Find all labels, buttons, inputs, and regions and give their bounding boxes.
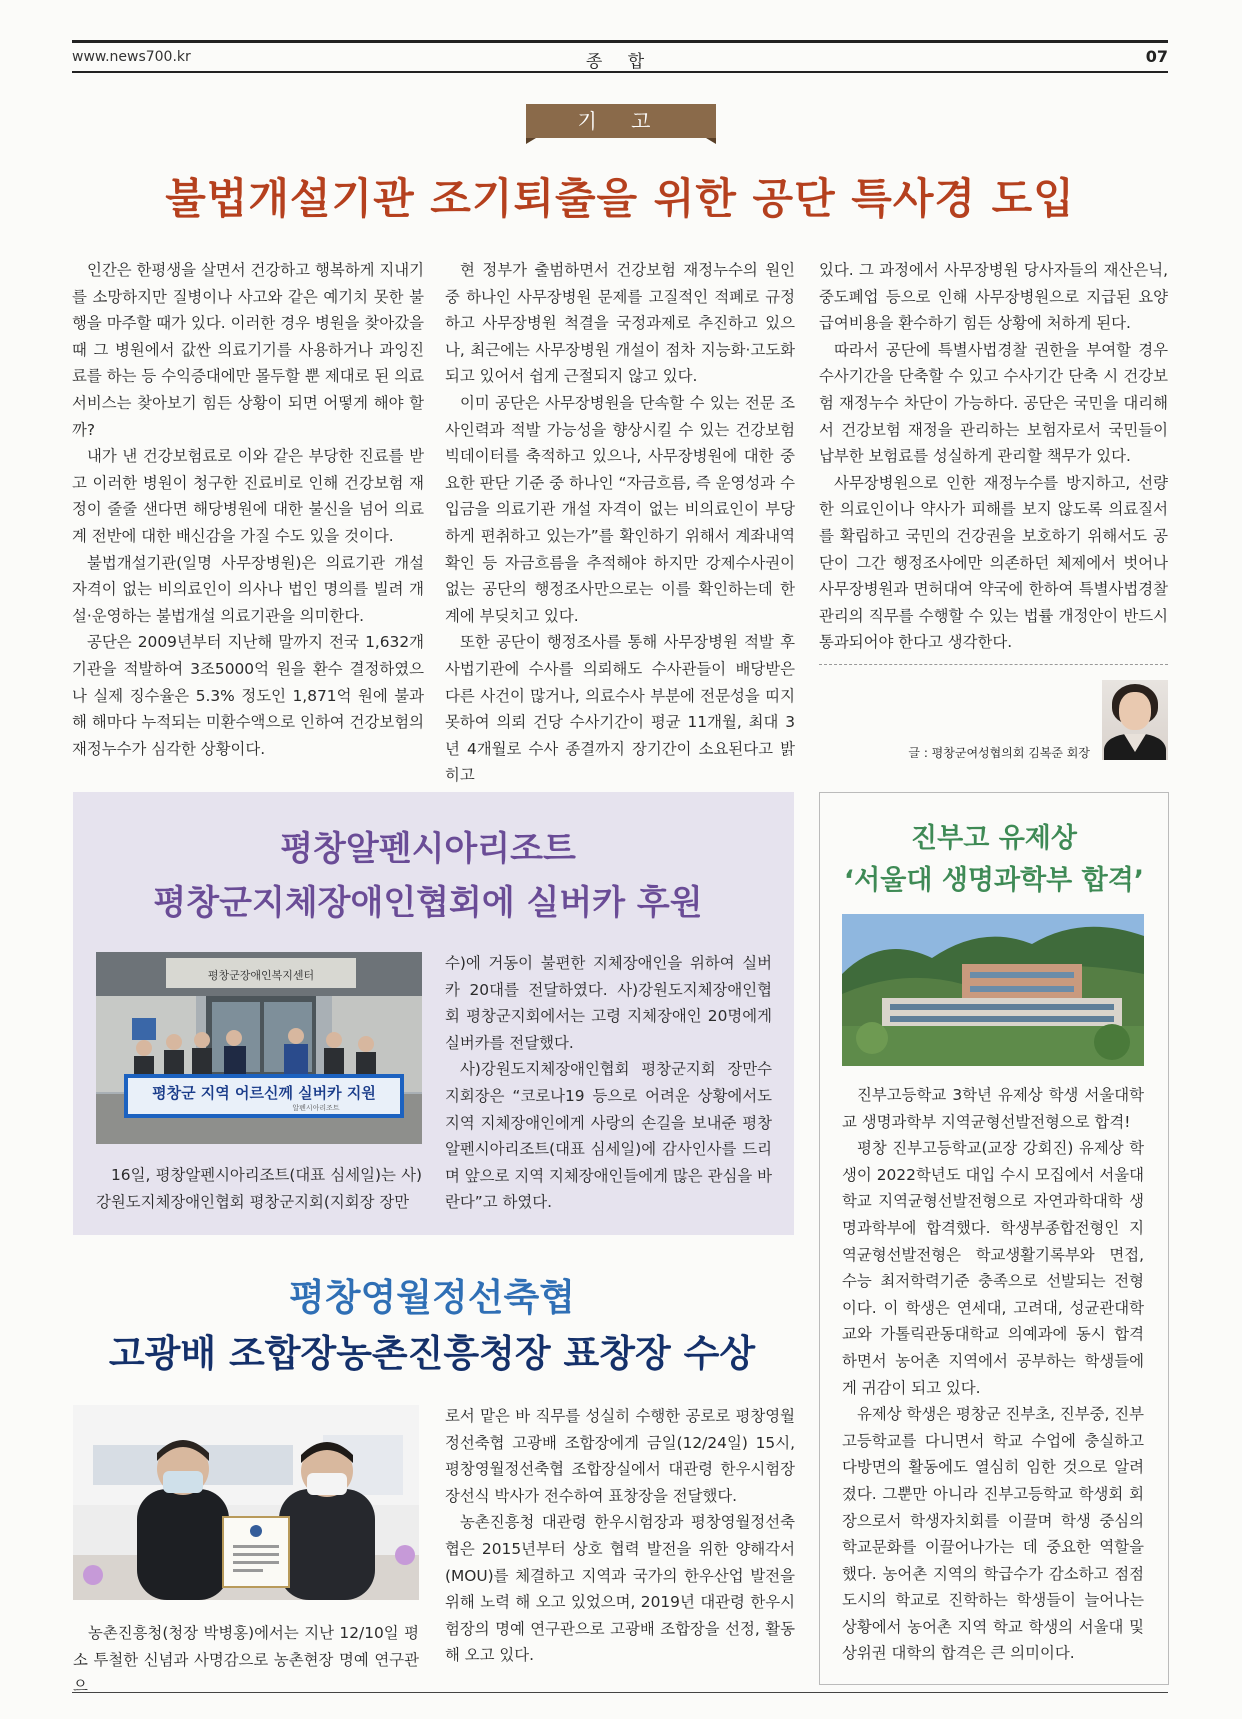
opinion-column-1 (72, 257, 424, 762)
paragraph: 내가 낸 건강보험료로 이와 같은 부당한 진료를 받고 이러한 병원이 청구한 진료비로 인해 건강보험 재정이 줄줄 샌다면 해당병원에 대한 불신을 넘어 의료계 전반에 대한 배신감을 가질 수도 있을 것이다. (72, 447, 424, 545)
section-name: 종 합 (585, 52, 655, 72)
article-title-chukhyup (72, 1270, 792, 1382)
photo-jinbu-school (842, 914, 1144, 1066)
paragraph: 농촌진흥청 대관령 한우시험장과 평창영월정선축협은 2015년부터 상호 협력 발전을 위한 양해각서(MOU)를 체결하고 지역과 국가의 한우산업 발전을 위해 노력 해 오고 있었으며, 2019년 대관령 한우시험장의 명예 연구관으로 고광배 조합장을 선정, 활동해 오고 있다. (445, 1513, 795, 1665)
paragraph: 사)강원도지체장애인협회 평창군지회 장만수 지회장은 “코로나19 등으로 어려운 상황에서도 지역 지체장애인에게 사랑의 손길을 보내준 평창알펜시아리조트(대표 심세일)에 감사인사를 드리며 앞으로 지역 지체장애인들에게 많은 관심을 바란다”고 하였다. (445, 1060, 772, 1212)
author-byline: 글 : 평창군여성협의회 김복준 회장 (908, 746, 1090, 760)
opinion-title: 불법개설기관 조기퇴출을 위한 공단 특사경 도입 (165, 174, 1075, 223)
bottom-divider (72, 1692, 1168, 1693)
title-line: 평창영월정선축협 (289, 1276, 575, 1319)
opinion-column-2 (445, 257, 795, 789)
paragraph: 인간은 한평생을 살면서 건강하고 행복하게 지내기를 소망하지만 질병이나 사고와 같은 예기치 못한 불행을 마주할 때가 있다. 이러한 경우 병원을 찾아갔을 때 그 병원에서 값싼 의료기기를 사용하거나 과잉진료를 하는 등 수익증대에만 몰두할 뿐 제대로 된 의료서비스는 찾아보기 힘든 상황이 되면 어떻게 해야 할까? (72, 261, 424, 439)
title-line: 진부고 유제상 (911, 823, 1077, 854)
paragraph: 로서 맡은 바 직무를 성실히 수행한 공로로 평창영월정선축협 고광배 조합장에게 금일(12/24일) 15시, 평창영월정선축협 조합장실에서 대관령 한우시험장 장선식 박사가 전수하여 표창장을 전달했다. (445, 1407, 795, 1505)
photo-sign-text: 평창군장애인복지센터 (207, 969, 315, 982)
article-body-alpensia (445, 950, 772, 1216)
paragraph: 불법개설기관(일명 사무장병원)은 의료기관 개설자격이 없는 비의료인이 의사나 법인 명의를 빌려 개설·운영하는 불법개설 의료기관을 의미한다. (72, 553, 424, 625)
article-body-jinbu (842, 1082, 1144, 1667)
category-tag: 기 고 (526, 104, 716, 138)
caption: 농촌진흥청(청장 박병홍)에서는 지난 12/10일 평소 투철한 신념과 사명감으로 농촌현장 명예 연구관으 (73, 1624, 419, 1696)
photo-silvercar-donation (96, 952, 422, 1144)
opinion-column-3 (819, 257, 1168, 656)
paragraph: 수)에 거동이 불편한 지체장애인을 위하여 실버카 20대를 전달하였다. 사)강원도지체장애인협회 평창군지회에서는 고령 지체장애인 20명에게 실버카를 전달했다. (445, 954, 772, 1052)
photo-caption-chukhyup (73, 1620, 419, 1700)
divider (819, 664, 1168, 665)
article-title-alpensia (73, 822, 783, 930)
photo-caption-alpensia (96, 1162, 422, 1215)
photo-banner-text: 평창군 지역 어르신께 실버카 지원 (152, 1084, 376, 1102)
title-line: ‘서울대 생명과학부 합격’ (843, 865, 1145, 896)
page-header (72, 40, 1168, 73)
article-title-jinbu (819, 818, 1169, 902)
paragraph: 이미 공단은 사무장병원을 단속할 수 있는 전문 조사인력과 적발 가능성을 향상시킬 수 있는 건강보험 빅데이터를 축적하고 있으나, 사무장병원에 대한 중요한 판단 기준 중 하나인 “자금흐름, 즉 운영성과 수입금을 의료기관 개설 자격이 없는 비의료인이 부당하게 편취하고 있는가”를 확인하기 위해서 계좌내역 확인 등 자금흐름을 추적해야 하지만 강제수사권이 없는 공단의 행정조사만으로는 이를 확인하는데 한계에 부딪치고 있다. (445, 393, 795, 625)
paragraph: 평창 진부고등학교(교장 강회진) 유제상 학생이 2022학년도 대입 수시 모집에서 서울대학교 지역균형선발전형으로 자연과학대학 생명과학부에 합격했다. 학생부종합전형인 지역균형선발전형은 학교생활기록부와 면접, 수능 최저학력기준 충족으로 선발되는 전형이다. 이 학생은 연세대, 고려대, 성균관대학교와 가톨릭관동대학교 의예과에 동시 합격하면서 농어촌 지역에서 공부하는 학생들에게 귀감이 되고 있다. (842, 1139, 1144, 1397)
caption: 16일, 평창알펜시아리조트(대표 심세일)는 사)강원도지체장애인협회 평창군지회(지회장 장만 (96, 1166, 422, 1211)
photo-award-ceremony (73, 1405, 419, 1600)
paragraph: 있다. 그 과정에서 사무장병원 당사자들의 재산은닉, 중도폐업 등으로 인해 사무장병원으로 지급된 요양급여비용을 환수하기 힘든 상황에 처하게 된다. (819, 261, 1168, 333)
page-number: 07 (1145, 47, 1168, 66)
paragraph: 진부고등학교 3학년 유제상 학생 서울대학교 생명과학부 지역균형선발전형으로 합격! (842, 1086, 1144, 1131)
paragraph: 현 정부가 출범하면서 건강보험 재정누수의 원인 중 하나인 사무장병원 문제를 고질적인 적폐로 규정하고 사무장병원 척결을 국정과제로 추진하고 있으나, 최근에는 사무장병원 개설이 점차 지능화·고도화되고 있어서 쉽게 근절되지 않고 있다. (445, 261, 795, 386)
paragraph: 유제상 학생은 평창군 진부초, 진부중, 진부고등학교를 다니면서 학교 수업에 충실하고 다방면의 활동에도 열심히 임한 것으로 알려졌다. 그뿐만 아니라 진부고등학교 학생회 회장으로서 학생자치회를 이끌며 학생 중심의 학교문화를 이끌어나가는 데 중요한 역할을 했다. 농어촌 지역의 학급수가 감소하고 점점 도시의 학교로 진학하는 학생들이 늘어나는 상황에서 농어촌 지역 학교 학생의 서울대 및 상위권 대학의 합격은 큰 의미이다. (842, 1405, 1144, 1663)
photo-banner-sub: 알펜시아리조트 (292, 1104, 340, 1112)
site-url[interactable]: www.news700.kr (72, 49, 191, 65)
article-body-chukhyup (445, 1403, 795, 1669)
paragraph: 공단은 2009년부터 지난해 말까지 전국 1,632개 기관을 적발하여 3조5000억 원을 환수 결정하였으나 실제 징수율은 5.3% 정도인 1,871억 원에 불과해 해마다 누적되는 미환수액으로 인하여 건강보험의 재정누수가 심각한 상황이다. (72, 633, 424, 758)
title-line: 평창군지체장애인협회에 실버카 후원 (153, 883, 703, 923)
author-portrait (1102, 680, 1168, 760)
title-line: 평창알펜시아리조트 (280, 829, 576, 869)
paragraph: 사무장병원으로 인한 재정누수를 방지하고, 선량한 의료인이나 약사가 피해를 보지 않도록 의료질서를 확립하고 국민의 건강권을 보호하기 위해서도 공단이 그간 행정조사에만 의존하던 체제에서 벗어나 사무장병원과 면허대여 약국에 한하여 특별사법경찰 관리의 직무를 수행할 수 있는 법률 개정안이 반드시 통과되어야 한다고 생각한다. (819, 473, 1168, 652)
paragraph: 따라서 공단에 특별사법경찰 권한을 부여할 경우 수사기간을 단축할 수 있고 수사기간 단축 시 건강보험 재정누수 차단이 가능하다. 공단은 국민을 대리해서 건강보험 재정을 관리하는 보험자로서 국민들이 납부한 보험료를 성실하게 관리할 책무가 있다. (819, 340, 1168, 466)
title-line: 고광배 조합장농촌진흥청장 표창장 수상 (108, 1332, 756, 1375)
paragraph: 또한 공단이 행정조사를 통해 사무장병원 적발 후 사법기관에 수사를 의뢰해도 수사관들이 배당받은 다른 사건이 많거나, 의료수사 부분에 전문성을 띠지 못하여 의뢰 건당 수사기간이 평균 11개월, 최대 3년 4개월로 수사 종결까지 장기간이 소요된다고 밝히고 (445, 633, 795, 785)
